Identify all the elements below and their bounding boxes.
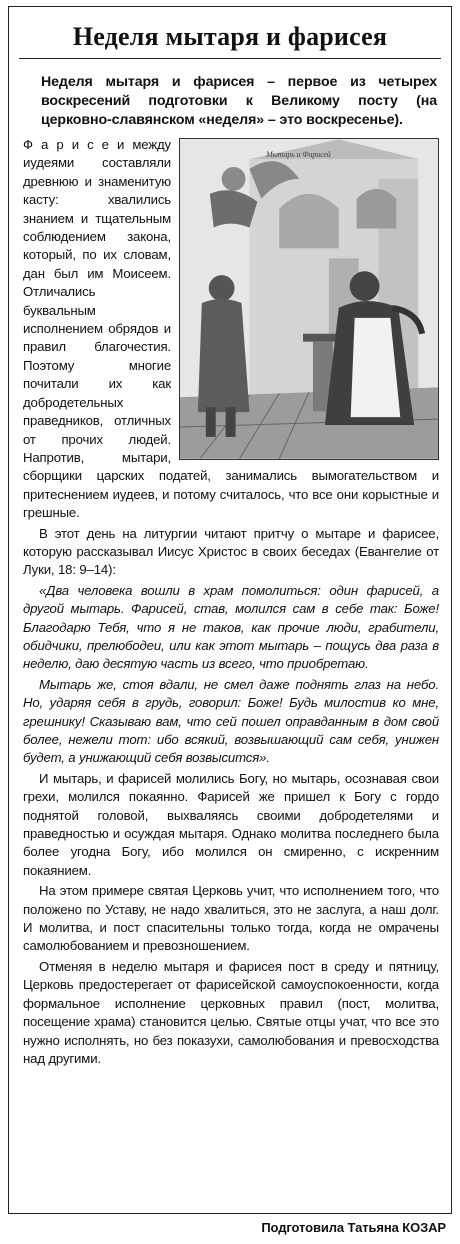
article-body [19,136,441,1068]
article-title: Неделя мытаря и фарисея [19,19,441,59]
paragraph-4: На этом примере святая Церковь учит, что исполнением того, что положено по Уставу, не надо хвалиться, это не заслуга, а наш долг. И молитва, и пост спасительны только тогда, когда не омрачены самолюбованием и превозношением. [23,883,439,954]
publican-pharisee-icon [180,139,438,459]
paragraph-5: Отменяя в неделю мытаря и фарисея пост в среду и пятницу, Церковь предостерегает от фарисейской самоуспокоенности, когда формальное исполнение церковных правил (пост, молитва, посещение храма) становится целью. Святые отцы учат, что все это нужно исполнять, но без показухи, самолюбования и превосходства над другими. [23,958,439,1066]
author-signature: Подготовила Татьяна КОЗАР [261,1220,446,1235]
paragraph-1: Ф а р и с е и между иудеями составляли древнюю и знаменитую касту: хвалились знанием и тщательным соблюдением закона, который, по их словам, дан был им Моисеем. Отличались буквальным исполнением обрядов и правил благочестия. Поэтому многие почитали их как добродетельных праведников, отличных от прочих людей. Напротив, мытари, сборщики царских податей, занимались вымогательством и притеснением иудеев, и потому считалось, что все они корыстные и грешные. [23,137,439,521]
icon-caption: Мытарь и Фарисей [266,150,331,159]
article-lead: Неделя мытаря и фарисея – первое из четырех воскресений подготовки к Великому посту (на церковно-славянском «неделя» – это воскресенье). [41,74,437,128]
quote-paragraph-2: Мытарь же, стоя вдали, не смел даже поднять глаз на небо. Но, ударяя себя в грудь, говорил: Боже! Будь милостив ко мне, грешнику! Сказываю вам, что сей пошел оправданным в дом свой более, нежели тот: ибо всякий, возвышающий сам себя, унижен будет, а унижающий себя возвысится». [23,676,439,766]
paragraph-3: И мытарь, и фарисей молились Богу, но мытарь, осознавая свои грехи, молился покаянно. Фарисей же пришел к Богу с гордо поднятой головой, выхваляясь своими добродетелями и праведностью и осуждая мытаря. Однако молитва последнего была более угодна Богу, ибо молился он смиренно, с искренним покаянием. [23,770,439,878]
article-frame [8,6,452,1214]
quote-paragraph-1: «Два человека вошли в храм помолиться: один фарисей, а другой мытарь. Фарисей, став, молился сам в себе так: Боже! Благодарю Тебя, что я не таков, как прочие люди, грабители, обидчики, прелюбодеи, или как этот мытарь – пощусь два раза в неделю, даю десятую часть из всего, что приобретаю. [23,582,439,672]
paragraph-2: В этот день на литургии читают притчу о мытаре и фарисее, которую рассказывал Иисус Христос в своих беседах (Евангелие от Луки, 18: 9–14): [23,525,439,578]
icon-illustration [179,138,439,460]
